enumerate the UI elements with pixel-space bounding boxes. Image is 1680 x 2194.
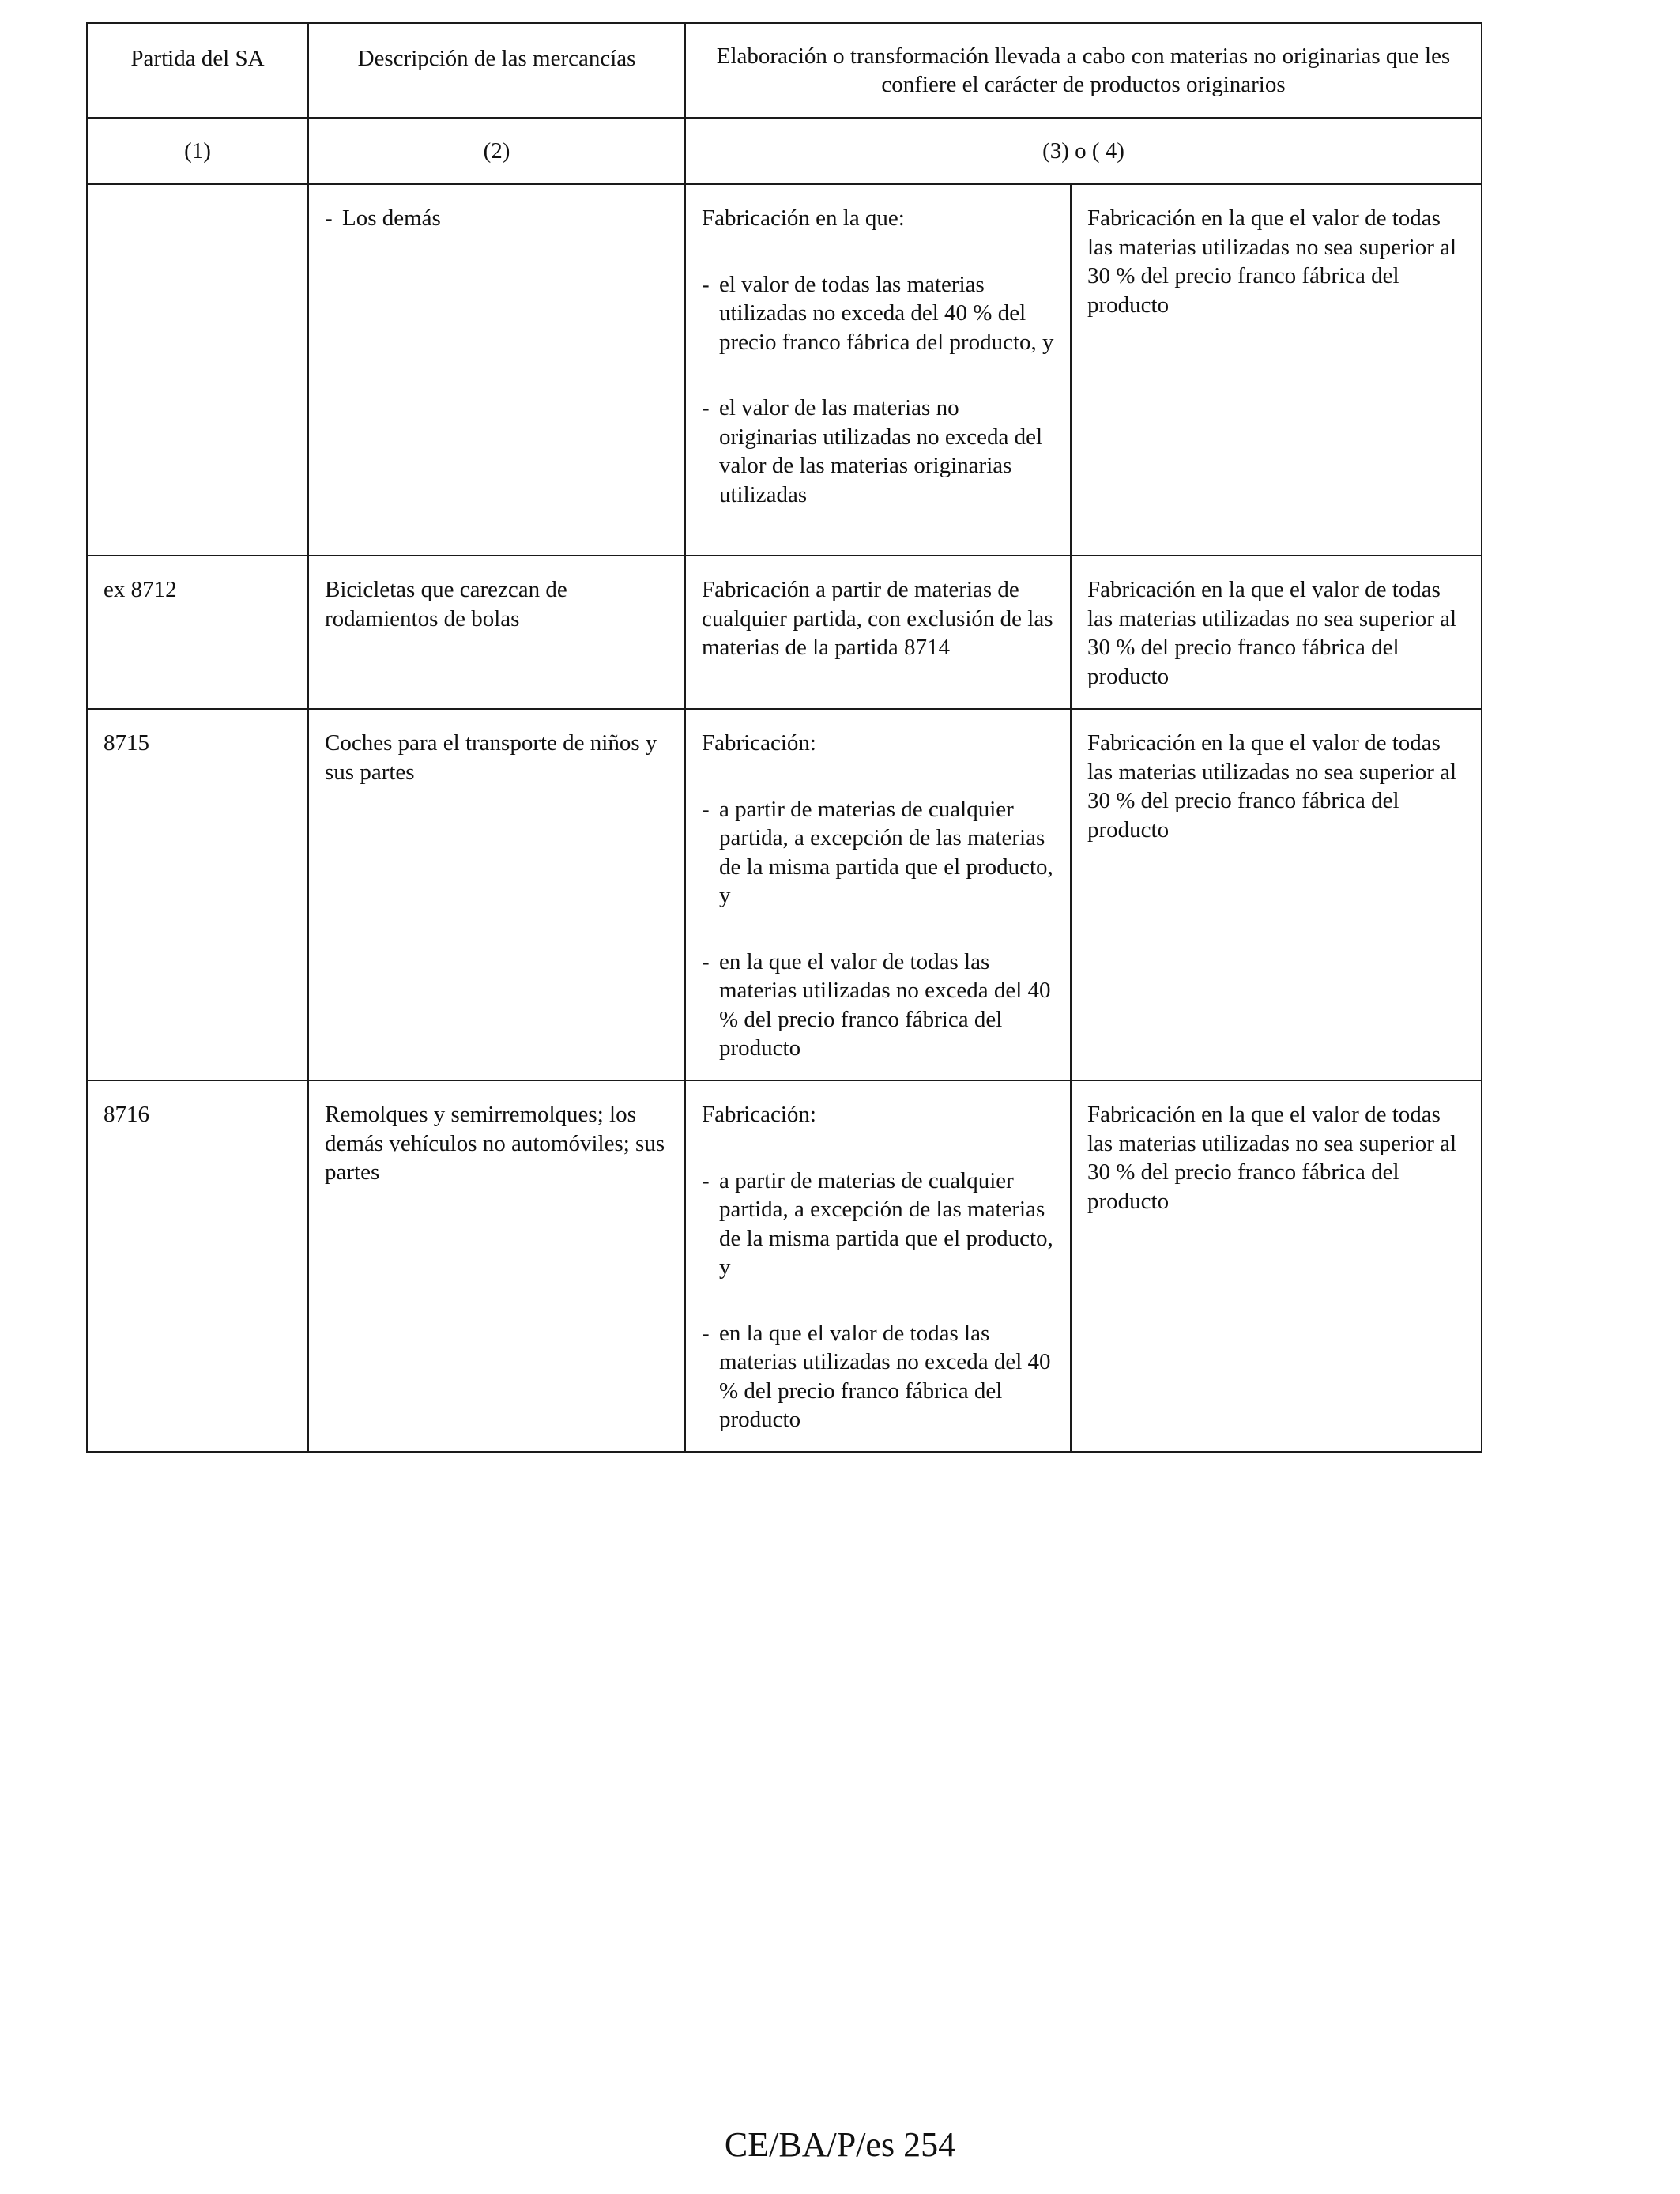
header-description: Descripción de las mercancías xyxy=(308,23,685,118)
processing-cell xyxy=(685,184,1071,556)
alternative-processing-cell: Fabricación en la que el valor de todas las materias utilizadas no sea superior al 30 % del precio franco fábrica del producto xyxy=(1071,184,1482,556)
processing-condition xyxy=(702,1319,1054,1434)
column-number-3-4: (3) o ( 4) xyxy=(685,118,1482,184)
description-cell: Bicicletas que carezcan de rodamientos de bolas xyxy=(308,556,685,709)
processing-cell: Fabricación a partir de materias de cualquier partida, con exclusión de las materias de la partida 8714 xyxy=(685,556,1071,709)
processing-cell xyxy=(685,709,1071,1080)
description-cell: Remolques y semirremolques; los demás vehículos no automóviles; sus partes xyxy=(308,1080,685,1452)
header-processing: Elaboración o transformación llevada a cabo con materias no originarias que les confiere el carácter de productos originarios xyxy=(685,23,1482,118)
processing-condition-text: el valor de todas las materias utilizadas no exceda del 40 % del precio franco fábrica del producto, y xyxy=(719,271,1054,355)
processing-condition-text: el valor de las materias no originarias utilizadas no exceda del valor de las materias originarias utilizadas xyxy=(719,395,1043,507)
hs-code-cell: ex 8712 xyxy=(87,556,308,709)
column-number-2: (2) xyxy=(308,118,685,184)
alternative-processing-cell: Fabricación en la que el valor de todas las materias utilizadas no sea superior al 30 % del precio franco fábrica del producto xyxy=(1071,709,1482,1080)
table-row xyxy=(87,184,1482,556)
processing-condition-text: en la que el valor de todas las materias utilizadas no exceda del 40 % del precio franco fábrica del producto xyxy=(719,1320,1051,1432)
alternative-processing-cell: Fabricación en la que el valor de todas las materias utilizadas no sea superior al 30 % del precio franco fábrica del producto xyxy=(1071,1080,1482,1452)
processing-condition xyxy=(702,394,1054,509)
hs-code-cell: 8716 xyxy=(87,1080,308,1452)
dash-marker: - xyxy=(325,205,333,231)
processing-condition xyxy=(702,948,1054,1063)
processing-condition xyxy=(702,1167,1054,1282)
processing-condition xyxy=(702,270,1054,357)
rules-table xyxy=(86,22,1482,1453)
alternative-processing-cell: Fabricación en la que el valor de todas las materias utilizadas no sea superior al 30 % del precio franco fábrica del producto xyxy=(1071,556,1482,709)
dash-marker: - xyxy=(702,395,710,420)
header-row xyxy=(87,23,1482,118)
dash-marker: - xyxy=(702,1320,710,1346)
description-text: Los demás xyxy=(342,205,441,231)
dash-marker: - xyxy=(702,948,710,974)
processing-condition-text: a partir de materias de cualquier partida, a excepción de las materias de la misma partida que el producto, y xyxy=(719,796,1053,908)
description-cell xyxy=(308,184,685,556)
processing-intro: Fabricación: xyxy=(702,1102,816,1127)
dash-marker: - xyxy=(702,271,710,297)
processing-intro: Fabricación en la que: xyxy=(702,205,905,231)
header-hs-heading: Partida del SA xyxy=(87,23,308,118)
column-number-row xyxy=(87,118,1482,184)
hs-code-cell xyxy=(87,184,308,556)
column-number-1: (1) xyxy=(87,118,308,184)
table-row xyxy=(87,556,1482,709)
processing-condition xyxy=(702,795,1054,910)
processing-condition-text: en la que el valor de todas las materias utilizadas no exceda del 40 % del precio franco fábrica del producto xyxy=(719,948,1051,1061)
description-cell: Coches para el transporte de niños y sus partes xyxy=(308,709,685,1080)
dash-marker: - xyxy=(702,796,710,822)
table-row xyxy=(87,1080,1482,1452)
table-row xyxy=(87,709,1482,1080)
dash-marker: - xyxy=(702,1167,710,1193)
description-dash-item xyxy=(325,204,669,233)
processing-condition-text: a partir de materias de cualquier partida, a excepción de las materias de la misma partida que el producto, y xyxy=(719,1167,1053,1280)
page-reference: CE/BA/P/es 254 xyxy=(724,2125,956,2164)
processing-cell xyxy=(685,1080,1071,1452)
hs-code-cell: 8715 xyxy=(87,709,308,1080)
processing-intro: Fabricación: xyxy=(702,730,816,756)
